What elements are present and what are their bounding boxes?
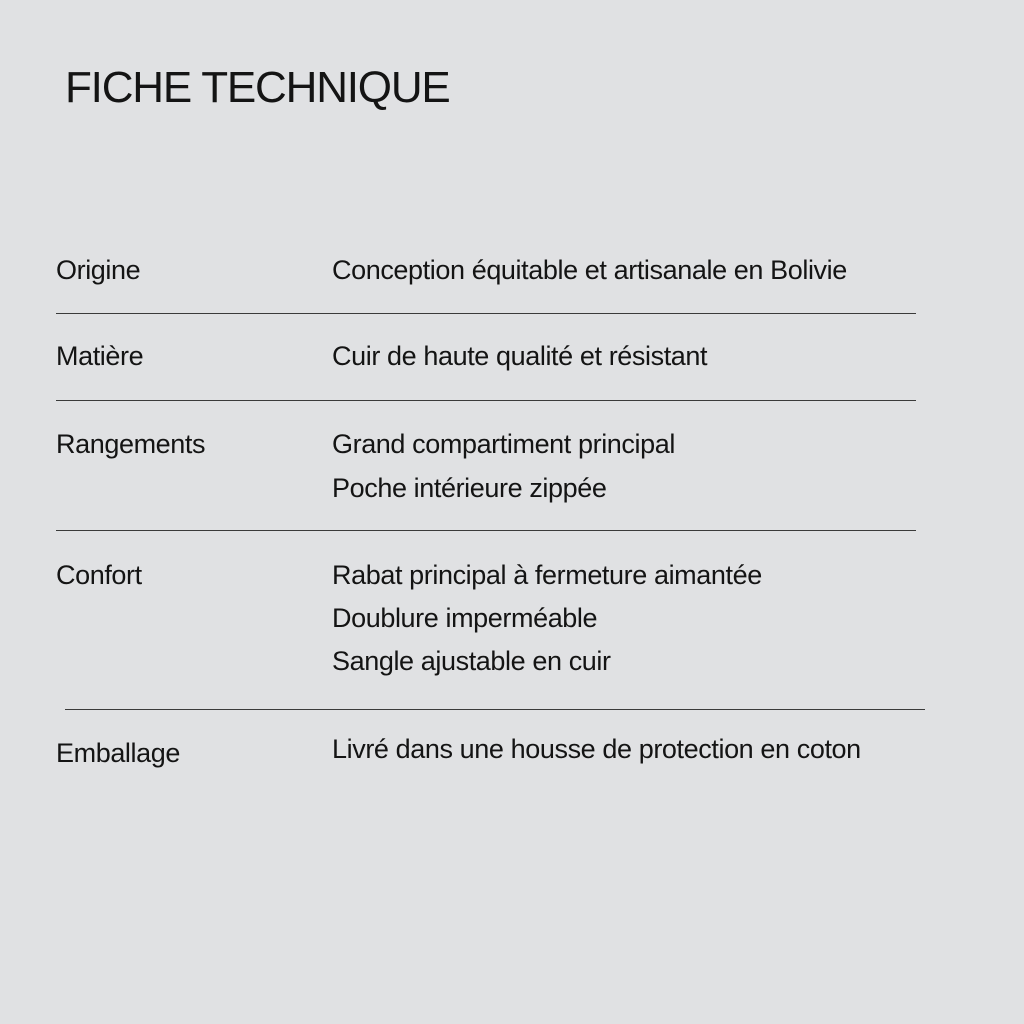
row-divider [56, 313, 916, 314]
spec-value-confort-2: Doublure imperméable [332, 603, 598, 633]
spec-label-matiere: Matière [56, 341, 144, 371]
spec-value-confort-3: Sangle ajustable en cuir [332, 646, 611, 676]
page-title: FICHE TECHNIQUE [65, 63, 450, 112]
spec-label-emballage: Emballage [56, 738, 180, 768]
spec-value-rangements-2: Poche intérieure zippée [332, 473, 607, 503]
spec-label-rangements: Rangements [56, 429, 206, 459]
row-divider [56, 400, 916, 401]
spec-value-origine: Conception équitable et artisanale en Bolivie [332, 255, 847, 285]
row-divider [65, 709, 925, 710]
spec-label-confort: Confort [56, 560, 142, 590]
spec-label-origine: Origine [56, 255, 141, 285]
spec-value-rangements-1: Grand compartiment principal [332, 429, 675, 459]
row-divider [56, 530, 916, 531]
spec-value-emballage: Livré dans une housse de protection en coton [332, 734, 861, 764]
spec-value-matiere: Cuir de haute qualité et résistant [332, 341, 708, 371]
spec-value-confort-1: Rabat principal à fermeture aimantée [332, 560, 762, 590]
